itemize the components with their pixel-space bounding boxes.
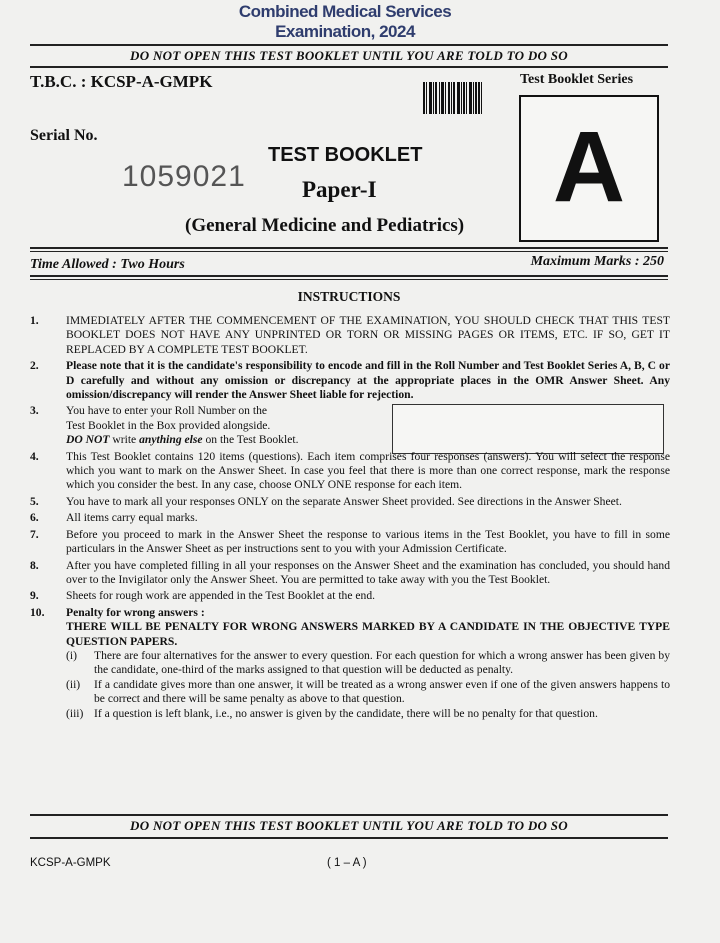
- series-label: Test Booklet Series: [520, 72, 634, 87]
- instruction-item: 3. You have to enter your Roll Number on the Test Booklet in the Box provided alongside. DO NOT write anything else on the Test Booklet.: [30, 404, 299, 447]
- series-box: [519, 95, 659, 242]
- instruction-item: 6. All items carry equal marks.: [30, 511, 198, 525]
- warning-top-underline: [30, 66, 668, 68]
- bottom-rule: [30, 814, 668, 816]
- warning-top: DO NOT OPEN THIS TEST BOOKLET UNTIL YOU ARE TOLD TO DO SO: [130, 48, 568, 63]
- penalty-rule: (iii) If a question is left blank, i.e., no answer is given by the candidate, there will be no penalty for that question.: [66, 706, 598, 720]
- serial-number: 1059021: [122, 160, 246, 193]
- paper-title: Paper-I: [302, 177, 377, 202]
- instruction-item: 9. Sheets for rough work are appended in the Test Booklet at the end.: [30, 589, 376, 603]
- time-rule-1: [30, 275, 668, 277]
- footer-page: ( 1 – A ): [327, 857, 367, 869]
- instruction-item: 8. After you have completed filling in all your responses on the Answer Sheet and the examination has concluded, you should hand over to the Invigilator only the Answer Sheet. You are permitted to take away with you the Test Booklet.: [30, 558, 670, 586]
- time-rule-2: [30, 279, 668, 280]
- penalty-rule: (ii) If a candidate gives more than one answer, it will be treated as a wrong answer even if one of the given answers happens to be correct and there will be same penalty as above to that question.: [66, 677, 670, 706]
- series-letter: A: [552, 111, 626, 223]
- exam-stamp: [230, 2, 460, 42]
- booklet-title: TEST BOOKLET: [268, 144, 423, 166]
- instruction-item-penalty: 10. Penalty for wrong answers : THERE WILL BE PENALTY FOR WRONG ANSWERS MARKED BY A CANDIDATE IN THE OBJECTIVE TYPE QUESTION PAPERS. (i) There are four alternatives for the answer to every question. For each question for which a wrong answer has been given by the candidate, one-third of the marks assigned to that question will be deducted as penalty. (ii) If a candidate gives more than one answer, it will be treated as a wrong answer even if one of the given answers happens to be correct and there will be same penalty as above to that question. (iii) If a question is left blank, i.e., no answer is given by the candidate, there will be no penalty for that question.: [30, 605, 670, 720]
- header-rule-1: [30, 247, 668, 249]
- tbc-code: T.B.C. : KCSP-A-GMPK: [30, 72, 213, 91]
- instruction-item: 2. Please note that it is the candidate's responsibility to encode and fill in the Roll Number and Test Booklet Series A, B, C or D carefully and without any omission or discrepancy at the appropriate places in the OMR Answer Sheet. Any omission/discrepancy will render the Answer Sheet liable for rejection.: [30, 359, 670, 402]
- warning-bottom-underline: [30, 837, 668, 839]
- instruction-item: 7. Before you proceed to mark in the Answer Sheet the response to various items in the Test Booklet, you have to fill in some particulars in the Answer Sheet as per instructions sent to you with your Admission Certificate.: [30, 527, 670, 556]
- serial-label: Serial No.: [30, 127, 98, 144]
- top-rule: [30, 44, 668, 46]
- stamp-line-1: Combined Medical Services: [238, 2, 452, 21]
- instruction-item: 1. IMMEDIATELY AFTER THE COMMENCEMENT OF THE EXAMINATION, YOU SHOULD CHECK THAT THIS TEST BOOKLET DOES NOT HAVE ANY UNPRINTED OR TORN OR MISSING PAGES OR ITEMS, ETC. IF SO, GET IT REPLACED BY A COMPLETE TEST BOOKLET.: [30, 314, 670, 356]
- time-allowed: Time Allowed : Two Hours: [30, 257, 185, 272]
- instruction-item: 4. This Test Booklet contains 120 items (questions). Each item comprises four responses (answers). You will select the response which you want to mark on the Answer Sheet. In case you feel that there is more than one correct response, mark the response which you consider the best. In any case, choose ONLY ONE response for each item.: [30, 449, 670, 492]
- warning-bottom: DO NOT OPEN THIS TEST BOOKLET UNTIL YOU ARE TOLD TO DO SO: [130, 818, 568, 833]
- stamp-line-2: Examination, 2024: [275, 22, 415, 41]
- footer-code: KCSP-A-GMPK: [30, 857, 111, 869]
- instructions-list: [30, 314, 670, 723]
- penalty-rule: (i) There are four alternatives for the answer to every question. For each question for which a wrong answer has been given by the candidate, one-third of the marks assigned to that question will be deducted as penalty.: [66, 648, 670, 677]
- barcode-image: [423, 82, 493, 114]
- instructions-heading: INSTRUCTIONS: [297, 289, 401, 304]
- subject-title: (General Medicine and Pediatrics): [185, 215, 465, 236]
- instruction-item: 5. You have to mark all your responses ONLY on the separate Answer Sheet provided. See directions in the Answer Sheet.: [30, 494, 622, 508]
- header-rule-2: [30, 251, 668, 252]
- maximum-marks: Maximum Marks : 250: [530, 254, 664, 269]
